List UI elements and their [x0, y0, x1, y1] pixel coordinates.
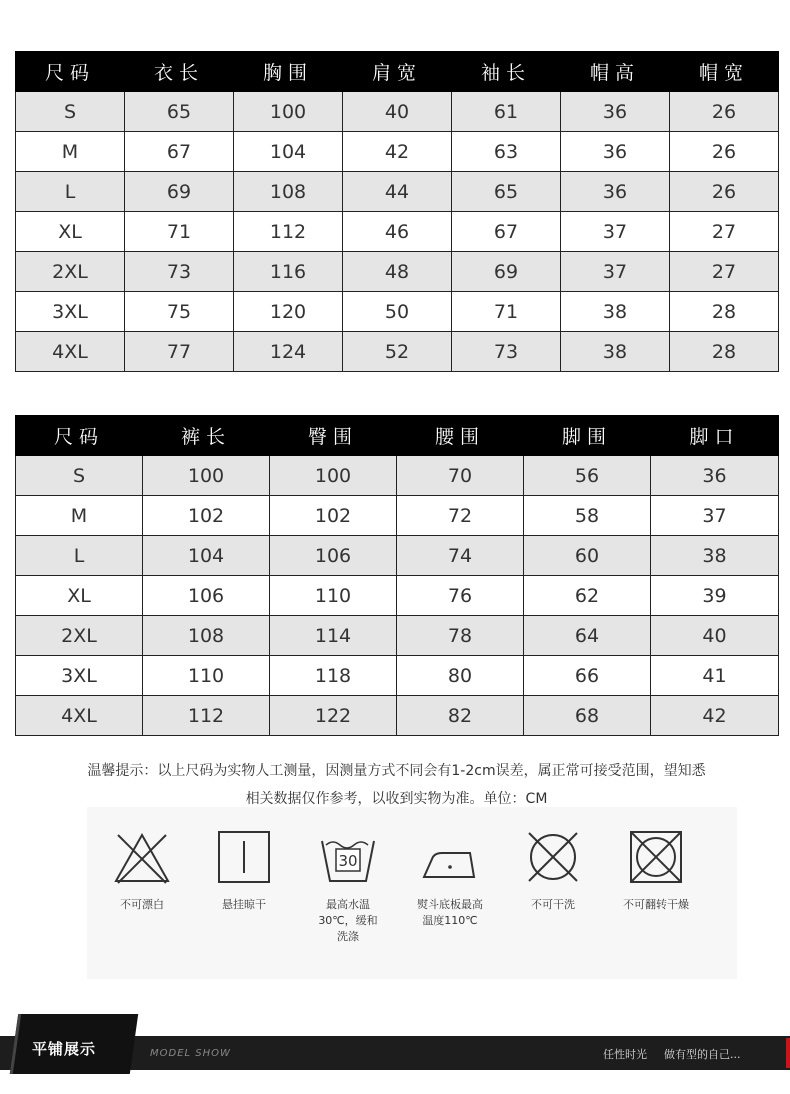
care-label: 悬挂晾干 [222, 898, 266, 911]
table-cell: 116 [234, 252, 343, 292]
table-row [16, 212, 779, 252]
banner-title: 平铺展示 [32, 1040, 97, 1058]
banner-subtitle: MODEL SHOW [150, 1048, 231, 1059]
bottom-size-table [15, 415, 779, 736]
table-row [16, 616, 779, 656]
table-cell: 37 [651, 496, 779, 536]
table-cell: 72 [397, 496, 524, 536]
table-cell: 36 [561, 92, 670, 132]
table-cell: 75 [125, 292, 234, 332]
table-cell: 65 [125, 92, 234, 132]
table-cell: 27 [670, 212, 779, 252]
table-cell: 78 [397, 616, 524, 656]
table-row [16, 496, 779, 536]
table-cell: 102 [143, 496, 270, 536]
table-cell: 77 [125, 332, 234, 372]
column-header: 裤长 [143, 416, 270, 456]
table-row [16, 332, 779, 372]
table-cell: 120 [234, 292, 343, 332]
table-cell: 39 [651, 576, 779, 616]
table-cell: 28 [670, 292, 779, 332]
table-row [16, 696, 779, 736]
care-label: 最高水温 30℃，缓和洗涤 [318, 898, 378, 943]
banner-slogan-1: 任性时光 [603, 1048, 647, 1061]
column-header: 臀围 [270, 416, 397, 456]
care-label: 不可漂白 [120, 898, 164, 911]
table-cell: 3XL [16, 656, 143, 696]
table-cell: 67 [452, 212, 561, 252]
care-label: 不可干洗 [531, 898, 575, 911]
size-note-line1: 温馨提示：以上尺码为实物人工测量，因测量方式不同会有1-2cm误差，属正常可接受范围，望知悉 [87, 763, 706, 779]
column-header: 脚围 [524, 416, 651, 456]
table-cell: 61 [452, 92, 561, 132]
table-cell: 63 [452, 132, 561, 172]
table-cell: 4XL [16, 696, 143, 736]
table-cell: 60 [524, 536, 651, 576]
table-row [16, 576, 779, 616]
table-cell: S [16, 456, 143, 496]
table-cell: S [16, 92, 125, 132]
size-note-line2: 相关数据仅作参考，以收到实物为准。单位：CM [245, 791, 548, 807]
care-label: 熨斗底板最高温度110℃ [417, 898, 483, 927]
column-header: 尺码 [16, 416, 143, 456]
table-cell: 71 [125, 212, 234, 252]
wash-temp-badge: 30 [338, 852, 358, 870]
table-cell: 108 [143, 616, 270, 656]
table-cell: 2XL [16, 252, 125, 292]
table-cell: 3XL [16, 292, 125, 332]
care-item-no-bleach [92, 827, 192, 913]
care-item-hang-dry [194, 827, 294, 913]
table-cell: 68 [524, 696, 651, 736]
column-header: 脚口 [651, 416, 779, 456]
banner-red-accent [786, 1038, 790, 1068]
table-cell: 65 [452, 172, 561, 212]
table-cell: L [16, 172, 125, 212]
table-cell: 42 [343, 132, 452, 172]
table-cell: 71 [452, 292, 561, 332]
no-bleach-icon [112, 827, 172, 887]
table-cell: 110 [143, 656, 270, 696]
table-cell: 26 [670, 132, 779, 172]
table-cell: 58 [524, 496, 651, 536]
table-row [16, 172, 779, 212]
table-cell: 37 [561, 212, 670, 252]
table-cell: 110 [270, 576, 397, 616]
table-row [16, 292, 779, 332]
table-cell: 2XL [16, 616, 143, 656]
table-row [16, 536, 779, 576]
table-cell: 40 [651, 616, 779, 656]
column-header: 腰围 [397, 416, 524, 456]
table-row [16, 132, 779, 172]
table-cell: 52 [343, 332, 452, 372]
care-label: 不可翻转干燥 [623, 898, 689, 911]
table-cell: 118 [270, 656, 397, 696]
banner-slogan-2: 做有型的自己... [664, 1048, 741, 1061]
table-row [16, 656, 779, 696]
column-header: 帽宽 [670, 52, 779, 92]
column-header: 帽高 [561, 52, 670, 92]
table-cell: 122 [270, 696, 397, 736]
table-cell: 100 [270, 456, 397, 496]
column-header: 衣长 [125, 52, 234, 92]
column-header: 肩宽 [343, 52, 452, 92]
table-cell: 40 [343, 92, 452, 132]
table-cell: 69 [452, 252, 561, 292]
table-cell: 66 [524, 656, 651, 696]
table-cell: 108 [234, 172, 343, 212]
care-item-no-dry-clean [503, 827, 603, 913]
table-cell: 74 [397, 536, 524, 576]
care-item-iron [400, 827, 500, 929]
care-item-no-tumble-dry [606, 827, 706, 913]
table-row [16, 92, 779, 132]
table-cell: 70 [397, 456, 524, 496]
table-cell: 38 [651, 536, 779, 576]
table-cell: 36 [651, 456, 779, 496]
table-cell: 73 [452, 332, 561, 372]
table-cell: 69 [125, 172, 234, 212]
no-dry-clean-icon [523, 827, 583, 887]
table-cell: 80 [397, 656, 524, 696]
table-row [16, 456, 779, 496]
table-cell: 41 [651, 656, 779, 696]
table-cell: M [16, 132, 125, 172]
table-cell: 44 [343, 172, 452, 212]
table-cell: 104 [143, 536, 270, 576]
table-cell: 36 [561, 132, 670, 172]
table-cell: 62 [524, 576, 651, 616]
table-cell: 50 [343, 292, 452, 332]
table-cell: 112 [143, 696, 270, 736]
table-cell: 38 [561, 332, 670, 372]
table-cell: 102 [270, 496, 397, 536]
table-cell: 37 [561, 252, 670, 292]
table-cell: 46 [343, 212, 452, 252]
table-cell: 26 [670, 172, 779, 212]
care-item-wash-30 [298, 827, 398, 945]
iron-110-icon [420, 827, 480, 887]
table-cell: 26 [670, 92, 779, 132]
table-cell: 67 [125, 132, 234, 172]
table-cell: 48 [343, 252, 452, 292]
table-cell: 124 [234, 332, 343, 372]
care-instructions-panel [87, 807, 737, 979]
hang-dry-icon [214, 827, 274, 887]
table-cell: 28 [670, 332, 779, 372]
table-cell: 73 [125, 252, 234, 292]
table-cell: L [16, 536, 143, 576]
table-cell: 106 [143, 576, 270, 616]
table-cell: 76 [397, 576, 524, 616]
table-cell: 4XL [16, 332, 125, 372]
table-cell: 64 [524, 616, 651, 656]
table-cell: 112 [234, 212, 343, 252]
table-cell: 38 [561, 292, 670, 332]
table-cell: XL [16, 212, 125, 252]
no-tumble-dry-icon [626, 827, 686, 887]
table-cell: 27 [670, 252, 779, 292]
column-header: 尺码 [16, 52, 125, 92]
column-header: 袖长 [452, 52, 561, 92]
table-cell: 114 [270, 616, 397, 656]
column-header: 胸围 [234, 52, 343, 92]
table-cell: M [16, 496, 143, 536]
table-row [16, 252, 779, 292]
table-cell: 104 [234, 132, 343, 172]
table-cell: 42 [651, 696, 779, 736]
table-cell: 100 [143, 456, 270, 496]
table-cell: 56 [524, 456, 651, 496]
wash-30-icon [318, 827, 378, 887]
table-cell: 100 [234, 92, 343, 132]
top-size-table [15, 51, 779, 372]
table-cell: 106 [270, 536, 397, 576]
table-cell: XL [16, 576, 143, 616]
table-cell: 36 [561, 172, 670, 212]
table-cell: 82 [397, 696, 524, 736]
